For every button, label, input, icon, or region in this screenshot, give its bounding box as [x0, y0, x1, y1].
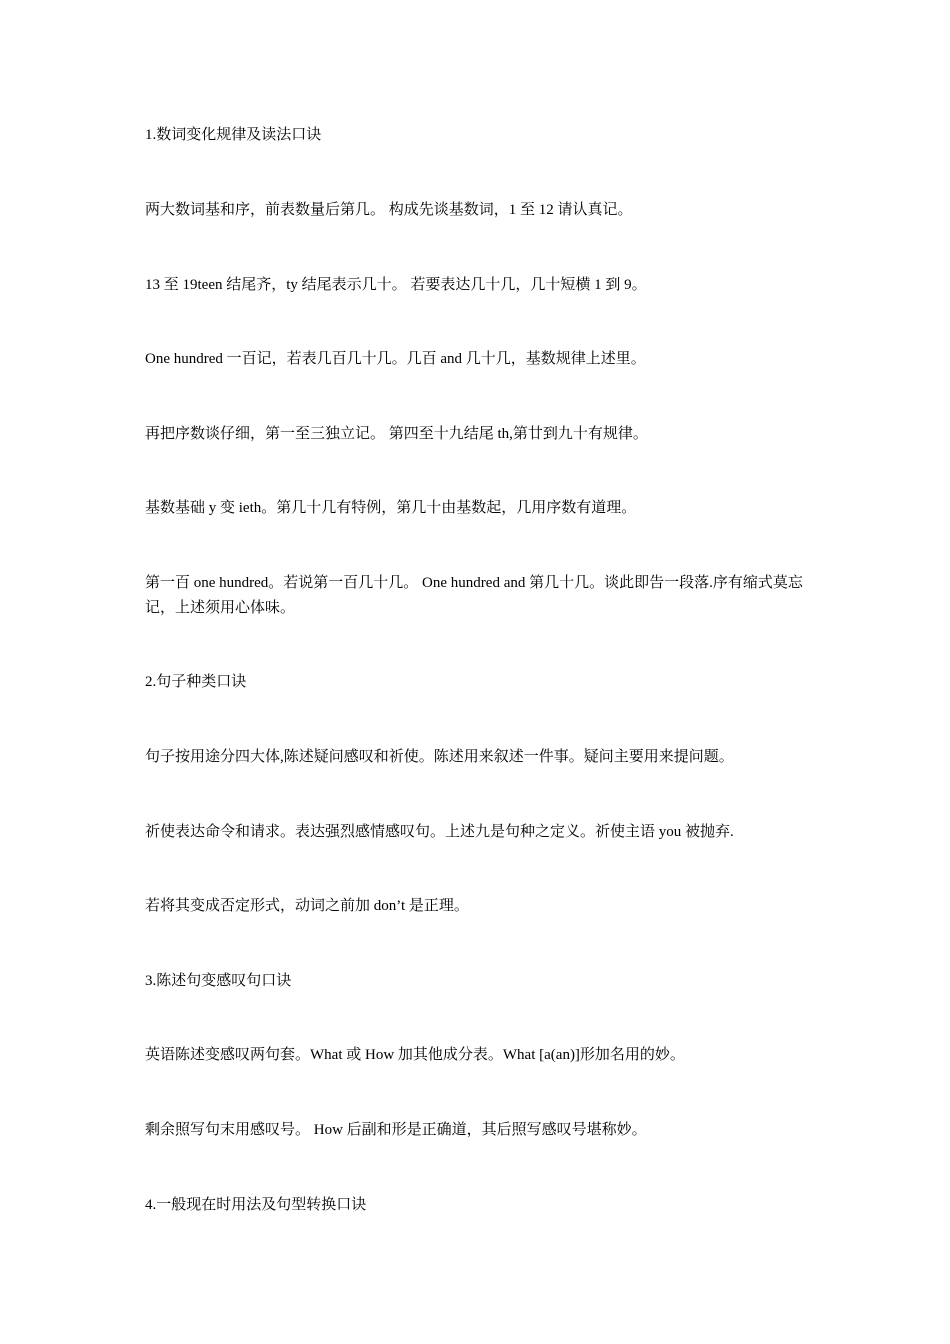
paragraph-line: 祈使表达命令和请求。表达强烈感情感叹句。上述九是句种之定义。祈使主语 you 被抛弃. — [145, 824, 734, 840]
paragraph-line: 英语陈述变感叹两句套。What 或 How 加其他成分表。What [a(an)]形加名用的妙。 — [145, 1047, 685, 1063]
paragraph-line: 基数基础 y 变 ieth。第几十几有特例，第几十由基数起，几用序数有道理。 — [145, 500, 637, 516]
paragraph-line: 第一百 one hundred。若说第一百几十几。 One hundred and 第几十几。谈此即告一段落.序有缩式莫忘记，上述须用心体味。 — [145, 575, 803, 616]
section-heading-present-tense: 4.一般现在时用法及句型转换口诀 — [145, 1197, 367, 1213]
paragraph-line: 两大数词基和序，前表数量后第几。 构成先谈基数词，1 至 12 请认真记。 — [145, 202, 633, 218]
paragraph-line: 剩余照写句末用感叹号。 How 后副和形是正确道，其后照写感叹号堪称妙。 — [145, 1122, 647, 1138]
paragraph-line: 13 至 19teen 结尾齐，ty 结尾表示几十。 若要表达几十几，几十短横 1 到 9。 — [145, 277, 647, 293]
section-heading-sentence-types: 2.句子种类口诀 — [145, 674, 247, 690]
paragraph-line: 若将其变成否定形式，动词之前加 don’t 是正理。 — [145, 898, 469, 914]
section-heading-exclamatory: 3.陈述句变感叹句口诀 — [145, 973, 292, 989]
paragraph-line: One hundred 一百记，若表几百几十几。几百 and 几十几，基数规律上述里。 — [145, 351, 646, 367]
paragraph-line: 句子按用途分四大体,陈述疑问感叹和祈使。陈述用来叙述一件事。疑问主要用来提问题。 — [145, 749, 734, 765]
section-heading-numerals: 1.数词变化规律及读法口诀 — [145, 127, 322, 143]
paragraph-line: 再把序数谈仔细，第一至三独立记。 第四至十九结尾 th,第廿到九十有规律。 — [145, 426, 648, 442]
